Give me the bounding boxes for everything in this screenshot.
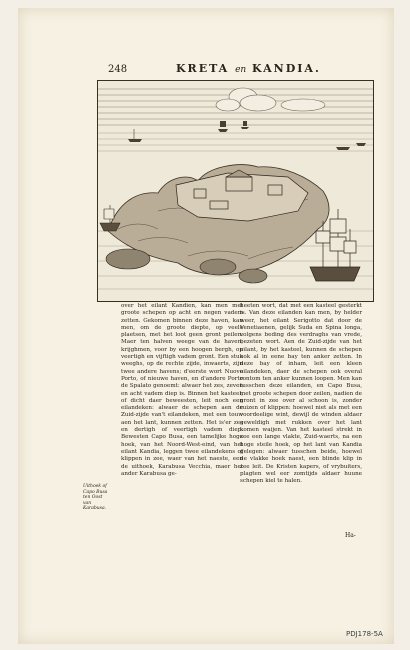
column-left-text: over het eilant Kandien, kan men met groote schepen op acht en negen vadem zetten. Gekomen binnen deze haven, kan men, om de groote diepte, op veele plaetsen, met het loot geen gront peilen. Maer ten halven weege van de haven, krijghmen, voor by een hoogen bergh, op veertigh en vijftigh vadem gront. Een stuk weeghs, op de rechte zijde, inwaerts, zijn twee andere havens; d'eerste wort Nuovo Porto, of nieuwe haven, en d'andere Porto de Spalato genoemt: alwaer het zes, zeven en acht vadem diep is. Binnen het kasteel, of dicht daer beweesten, leit noch een eilandeken: alwaer de schepen aen de Zuid-zijde van't eilandeken, met een touw aen het lant, kunnen zetten. Het is'er zes en dertigh of veertigh vadem diep. Bewesten Capo Busa, een tamelijke hoge hoek, van het Noord-West-eind, van het eilant Kandia, leggen twee eilandekens of klippen in zee, waer van het naeste, een de uithoek, Karabusa Vecchia, maer het ander Karabusa ge- <box>121 303 243 477</box>
column-right-text: heeten wort, dat met een kasteel gesterkt is. Van deze eilanden kan men, by helder weer, het eilant Serigotto dat door de Venetiaenen, gelijk Suda en Spina longa, volgens beding des verdraghs van vrede, bezeten wort. Aen de Zuid-zijde van het eilant, by het kasteel, kunnen de schepen ook al in eene bay ten anker zetten. In deze bay of inham, leit een kleen eilandeken, daer de schepen ook overal rontom ten anker kunnen loopen. Men kan tusschen deze eilanden, en Capo Busa, met groote schepen door zeilen, nadien de gront in zee over al schoon is, zonder ruizen of klippen: hoewel niet als met een voordeelige wint, dewijl de winden aldaer geweldigh met rukken over het lant komen waijen. Van het kasteel strekt in zee een lange vlakte, Zuid-waerts, na een hoge steile hoek, op het lant van Kandia gelegen: alwaer tusschen beide, hoewel de vlakke hoek naest, een blinde klip in zee leit. De Kristen kapers, of vrybuiters, plagten wel eer zomtijds aldaer huune schepen kiel te halen. <box>240 303 362 485</box>
page-number: 248 <box>108 64 128 75</box>
margin-note: Uithoek of Capo Busa ten Oost van Karabusa. <box>83 484 108 511</box>
text-column-left <box>121 303 243 478</box>
engraving-illustration <box>97 80 374 302</box>
distant-ships <box>128 121 366 150</box>
catchword: Ha- <box>345 532 356 539</box>
running-header <box>176 62 321 75</box>
header-main: KRETA <box>176 62 230 75</box>
header-tail: KANDIA. <box>252 62 321 75</box>
catalog-reference: PDJ178-5A <box>346 630 383 638</box>
clouds <box>216 88 325 111</box>
engraving-svg <box>98 81 373 301</box>
header-amp: en <box>235 65 247 75</box>
text-column-right <box>240 303 362 485</box>
